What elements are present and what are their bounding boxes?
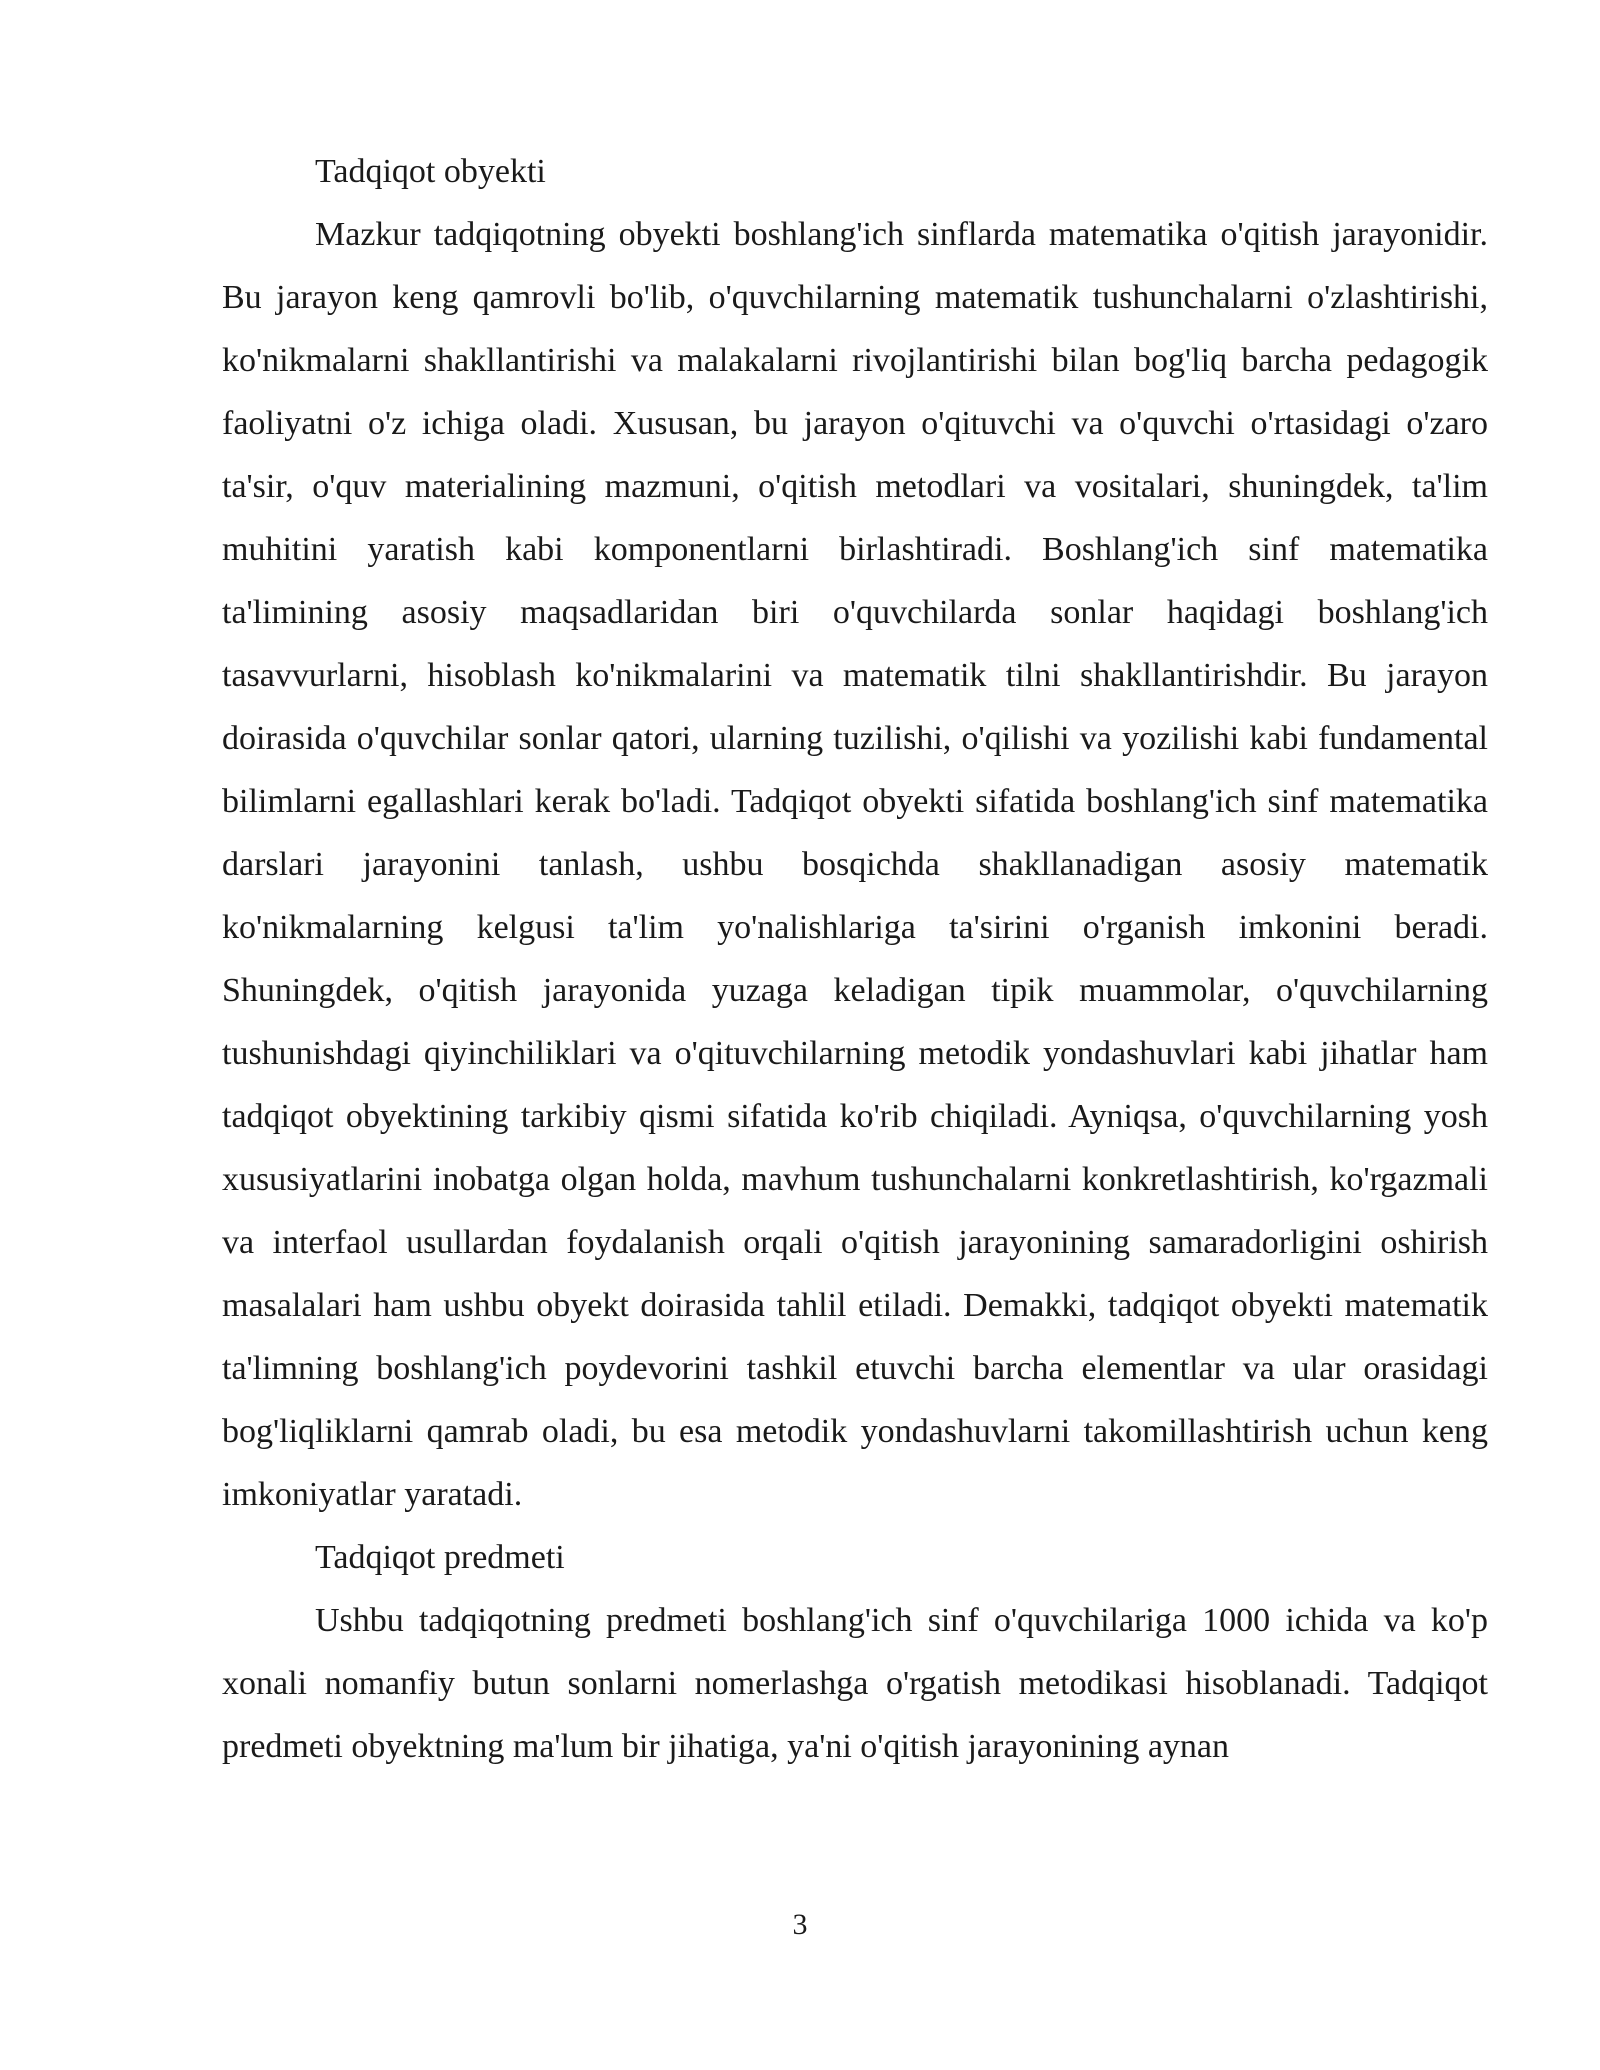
document-body xyxy=(222,140,1488,1778)
section-paragraph-subject: Ushbu tadqiqotning predmeti boshlang'ich sinf o'quvchilariga 1000 ichida va ko'p xonali nomanfiy butun sonlarni nomerlashga o'rgatish metodikasi hisoblanadi. Tadqiqot predmeti obyektning ma'lum bir jihatiga, ya'ni o'qitish jarayonining aynan xyxy=(222,1602,1488,1765)
section-heading-subject: Tadqiqot predmeti xyxy=(315,1539,565,1576)
section-paragraph-object: Mazkur tadqiqotning obyekti boshlang'ich sinflarda matematika o'qitish jarayonidir. Bu jarayon keng qamrovli bo'lib, o'quvchilarning matematik tushunchalarni o'zlashtirishi, ko'nikmalarni shakllantirishi va malakalarni rivojlantirishi bilan bog'liq barcha pedagogik faoliyatni o'z ichiga oladi. Xususan, bu jarayon o'qituvchi va o'quvchi o'rtasidagi o'zaro ta'sir, o'quv materialining mazmuni, o'qitish metodlari va vositalari, shuningdek, ta'lim muhitini yaratish kabi komponentlarni birlashtiradi. Boshlang'ich sinf matematika ta'limining asosiy maqsadlaridan biri o'quvchilarda sonlar haqidagi boshlang'ich tasavvurlarni, hisoblash ko'nikmalarini va matematik tilni shakllantirishdir. Bu jarayon doirasida o'quvchilar sonlar qatori, ularning tuzilishi, o'qilishi va yozilishi kabi fundamental bilimlarni egallashlari kerak bo'ladi. Tadqiqot obyekti sifatida boshlang'ich sinf matematika darslari jarayonini tanlash, ushbu bosqichda shakllanadigan asosiy matematik ko'nikmalarning kelgusi ta'lim yo'nalishlariga ta'sirini o'rganish imkonini beradi. Shuningdek, o'qitish jarayonida yuzaga keladigan tipik muammolar, o'quvchilarning tushunishdagi qiyinchiliklari va o'qituvchilarning metodik yondashuvlari kabi jihatlar ham tadqiqot obyektining tarkibiy qismi sifatida ko'rib chiqiladi. Ayniqsa, o'quvchilarning yosh xususiyatlarini inobatga olgan holda, mavhum tushunchalarni konkretlashtirish, ko'rgazmali va interfaol usullardan foydalanish orqali o'qitish jarayonining samaradorligini oshirish masalalari ham ushbu obyekt doirasida tahlil etiladi. Demakki, tadqiqot obyekti matematik ta'limning boshlang'ich poydevorini tashkil etuvchi barcha elementlar va ular orasidagi bog'liqliklarni qamrab oladi, bu esa metodik yondashuvlarni takomillashtirish uchun keng imkoniyatlar yaratadi. xyxy=(222,216,1488,1513)
section-heading-object: Tadqiqot obyekti xyxy=(315,153,546,190)
page-number: 3 xyxy=(792,1908,808,1941)
